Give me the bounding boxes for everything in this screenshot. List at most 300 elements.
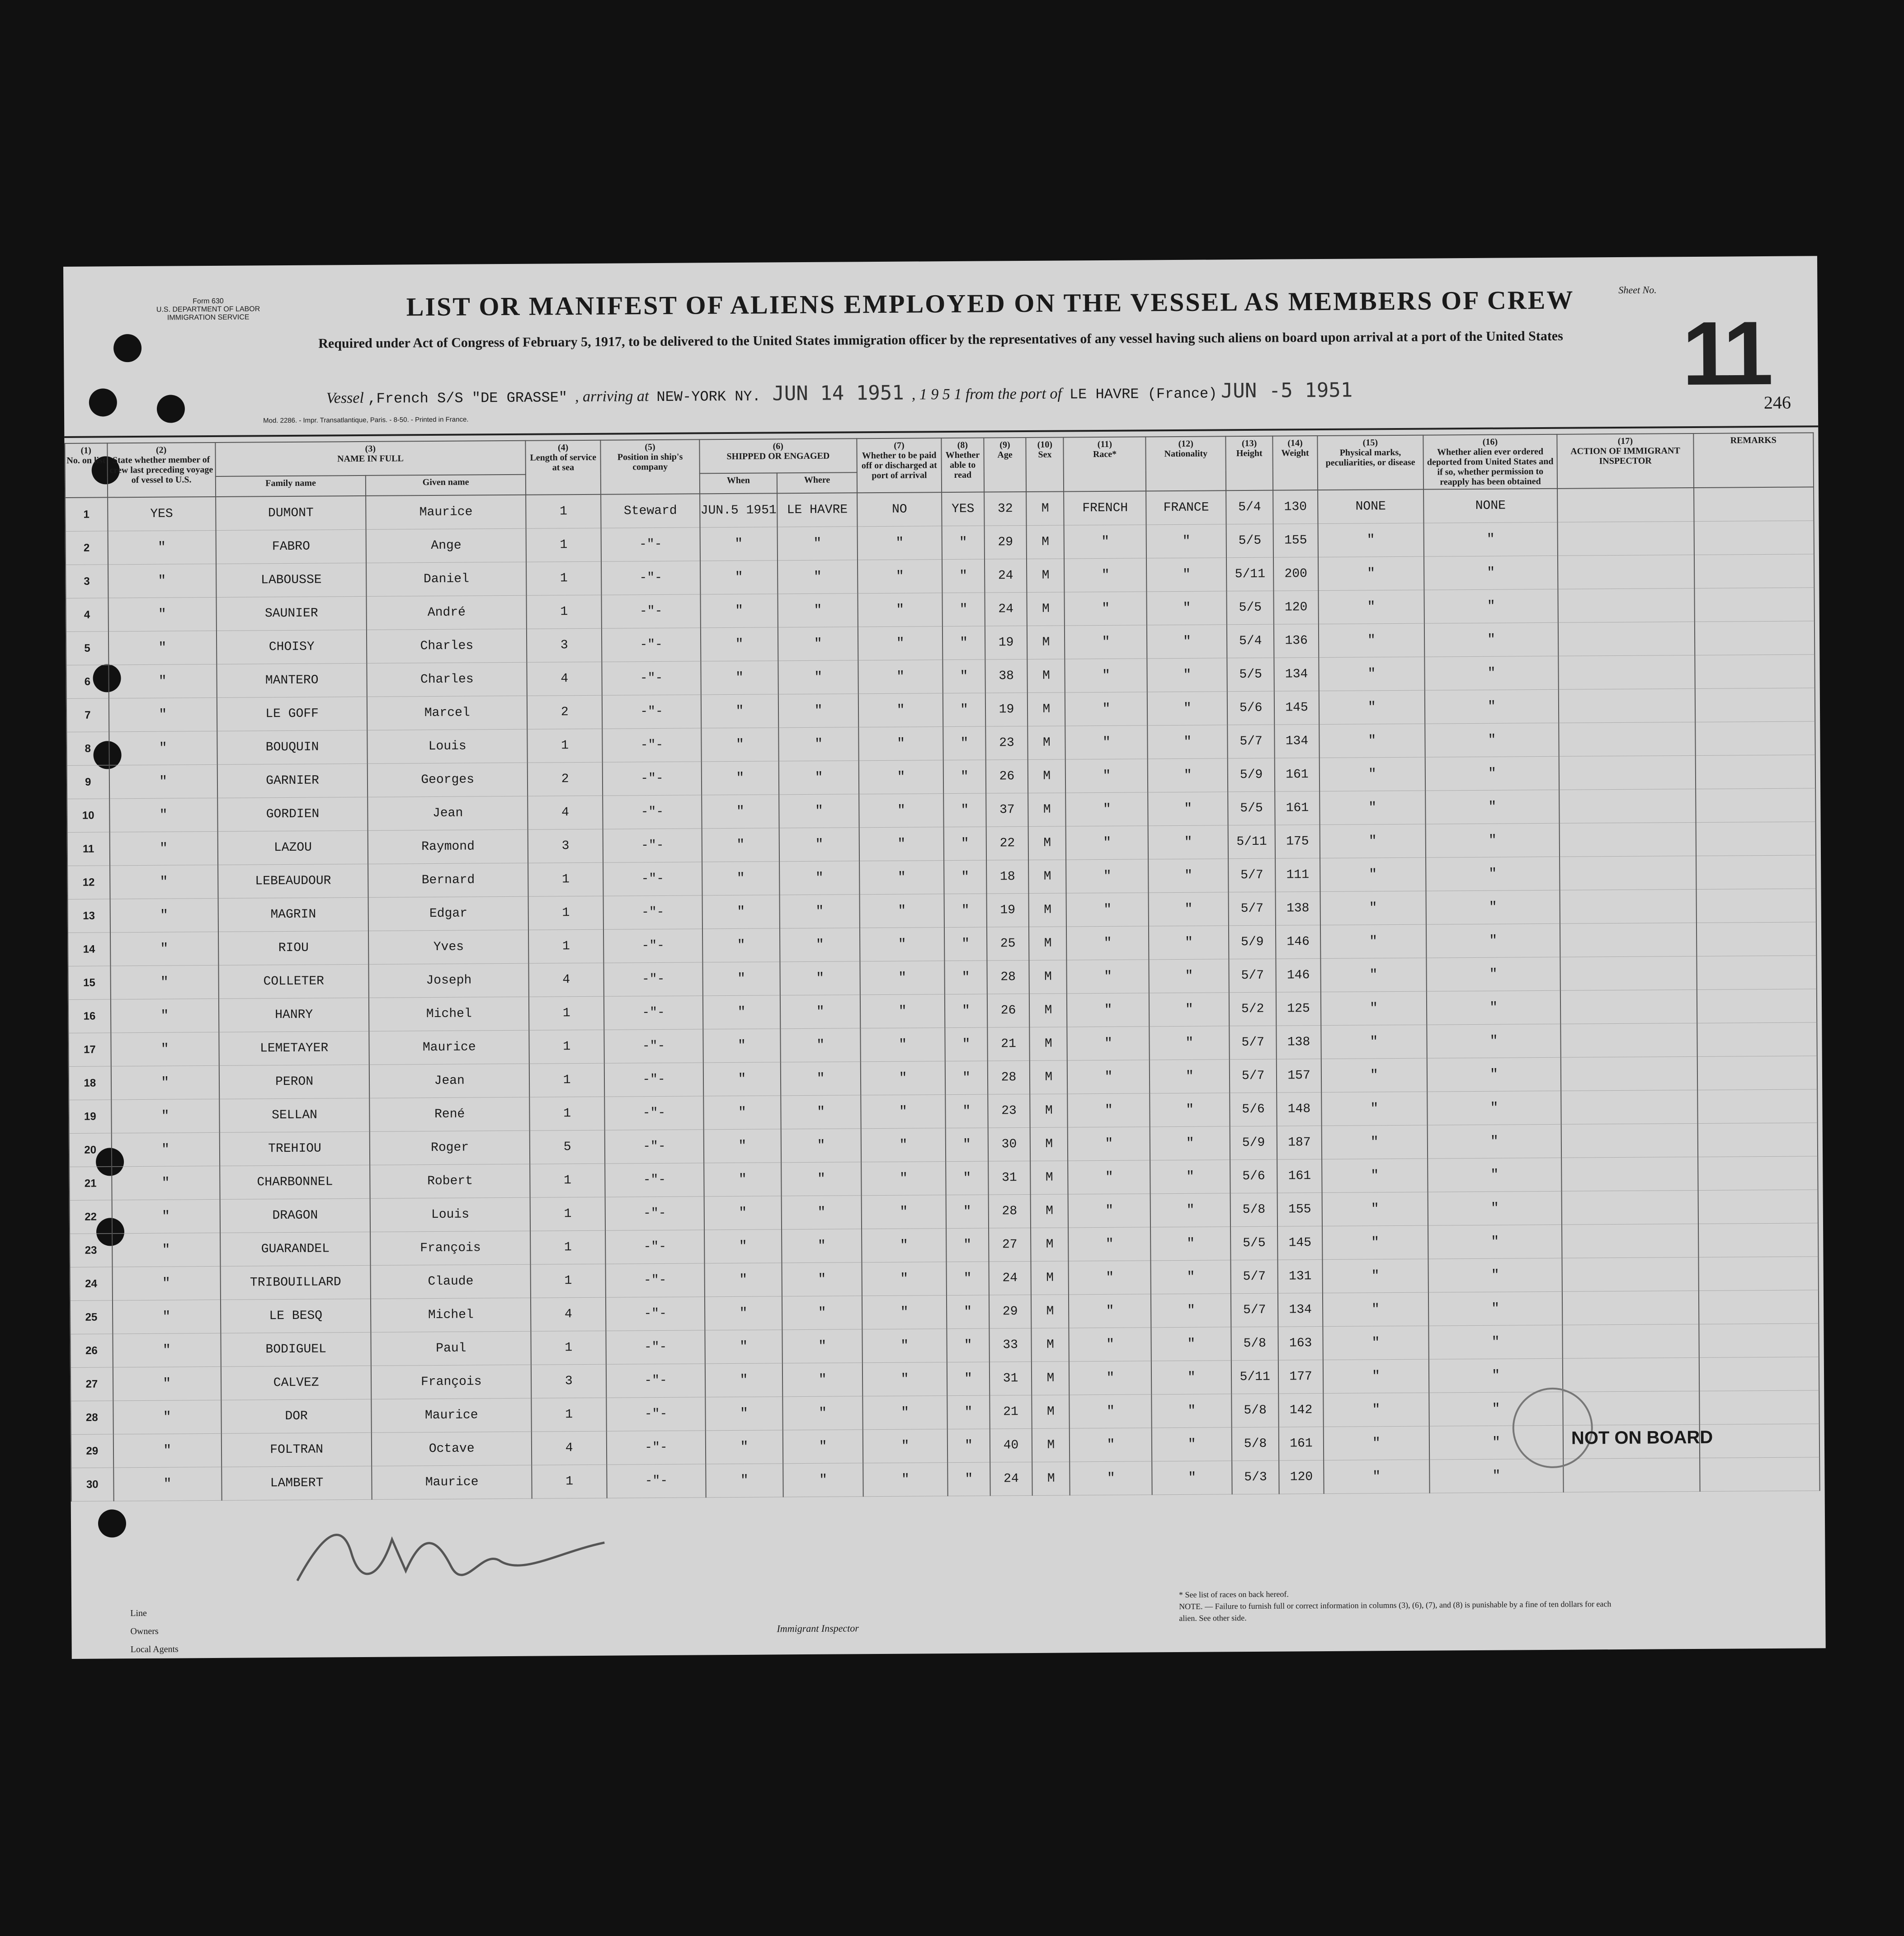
cell-no: 13 [68,899,110,933]
cell-race: " [1066,893,1149,927]
cell-action [1562,1224,1698,1258]
footnote-races: * See list of races on back hereof. [1178,1589,1289,1599]
cell-where: " [782,1363,862,1397]
legal-subtitle: Required under Act of Congress of February 5, 1917, to be delivered to the United States immigration officer by the representatives of any vessel having such aliens on board upon arrival at a port of the United States [318,328,1563,351]
cell-read: " [943,726,985,760]
cell-position: -"- [607,1431,706,1465]
col-header-inspector-action: (17) ACTION OF IMMIGRANT INSPECTOR [1557,433,1693,489]
cell-age: 28 [988,1194,1031,1228]
cell-deported: " [1425,723,1559,757]
cell-deported: " [1426,923,1560,958]
cell-position: -"- [605,1163,704,1197]
cell-nat: " [1147,625,1227,659]
cell-sex: M [1027,692,1065,726]
cell-nat: " [1147,658,1227,692]
cell-marks: " [1318,523,1423,557]
cell-marks: " [1319,724,1425,758]
service-name: IMMIGRATION SERVICE [167,313,250,322]
cell-weight: 161 [1279,1427,1324,1461]
cell-weight: 134 [1278,1293,1323,1327]
cell-age: 40 [990,1428,1032,1462]
cell-sex: M [1029,893,1067,927]
col-header-deported: (16) Whether alien ever ordered deported from United States and if so, whether permission to reapply has been obtained [1423,434,1557,490]
cell-prev: " [110,865,218,899]
cell-remarks [1696,822,1816,856]
cell-age: 23 [988,1094,1030,1128]
cell-prev: " [108,697,217,731]
cell-when: " [703,1029,781,1063]
cell-weight: 148 [1277,1093,1321,1126]
col-header-sex: (10) Sex [1026,437,1064,492]
cell-sex: M [1032,1328,1070,1362]
cell-prev: " [110,965,219,999]
local-agents-label: Local Agents [130,1644,179,1655]
cell-sex: M [1032,1428,1070,1462]
cell-when: " [704,1229,782,1263]
cell-weight: 142 [1278,1394,1323,1427]
cell-nat: " [1151,1294,1231,1328]
cell-weight: 134 [1274,658,1319,692]
cell-where: " [780,995,860,1029]
cell-where: " [782,1229,862,1263]
cell-deported: " [1428,1325,1563,1359]
cell-service: 1 [526,528,602,562]
cell-remarks [1695,655,1815,689]
cell-weight: 134 [1274,725,1319,758]
cell-when: " [705,1430,783,1464]
cell-service: 1 [526,561,602,595]
cell-weight: 146 [1276,925,1320,959]
cell-family: GARNIER [217,763,368,798]
cell-paid: " [860,961,945,995]
cell-action [1558,521,1694,556]
cell-weight: 161 [1275,791,1320,825]
cell-weight: 145 [1274,691,1319,725]
cell-given: Maurice [372,1465,532,1499]
cell-height: 5/8 [1231,1394,1278,1427]
cell-position: -"- [602,661,701,695]
col-header-position: (5) Position in ship's company [601,439,700,494]
cell-marks: " [1323,1359,1429,1393]
cell-prev: YES [108,497,216,531]
cell-nat: " [1151,1361,1231,1394]
cell-weight: 146 [1276,959,1321,993]
cell-action [1559,789,1696,823]
cell-no: 28 [71,1401,113,1435]
col-header-shipped: (6) SHIPPED OR ENGAGED [699,438,857,473]
cell-service: 4 [532,1431,607,1465]
cell-position: -"- [604,962,703,996]
cell-weight: 200 [1273,557,1318,591]
cell-position: -"- [603,829,702,862]
cell-action [1561,1157,1698,1191]
cell-where: " [778,660,858,694]
cell-no: 17 [68,1033,111,1067]
cell-family: FOLTRAN [221,1432,372,1467]
cell-when: " [702,895,780,929]
cell-given: François [371,1365,531,1399]
cell-read: " [945,994,987,1028]
cell-action [1560,856,1696,890]
cell-no: 3 [66,565,108,598]
cell-no: 1 [65,497,108,531]
cell-nat: " [1150,1126,1230,1160]
cell-service: 1 [528,929,604,963]
cell-position: -"- [601,561,700,595]
cell-weight: 138 [1276,892,1320,926]
cell-weight: 161 [1275,758,1320,792]
cell-read: " [947,1328,990,1362]
cell-sex: M [1027,525,1065,559]
cell-action [1561,1056,1697,1091]
cell-remarks [1698,1257,1819,1291]
cell-nat: " [1150,1060,1230,1093]
cell-when: " [700,527,778,561]
cell-given: Maurice [366,495,526,530]
cell-race: " [1068,1227,1150,1261]
cell-age: 31 [988,1161,1031,1195]
cell-action [1563,1458,1700,1492]
cell-where: " [779,861,859,895]
cell-action [1559,755,1696,790]
cell-read: " [944,894,987,928]
cell-family: FABRO [216,529,366,564]
manifest-sheet [63,256,1826,1659]
cell-family: CALVEZ [221,1366,372,1400]
cell-marks: " [1320,824,1425,858]
cell-family: GORDIEN [217,797,368,831]
document-title: LIST OR MANIFEST OF ALIENS EMPLOYED ON THE VESSEL AS MEMBERS OF CREW [406,285,1574,322]
cell-marks: " [1322,1159,1428,1192]
cell-given: Octave [372,1432,532,1466]
cell-marks: " [1320,791,1425,824]
cell-service: 4 [531,1297,606,1331]
cell-action [1559,688,1695,723]
cell-nat: " [1151,1260,1231,1294]
cell-height: 5/8 [1232,1427,1279,1461]
col-header-name: (3) NAME IN FULL [215,441,526,477]
cell-given: Jean [368,796,528,830]
cell-age: 26 [987,994,1030,1027]
cell-no: 30 [71,1468,113,1502]
cell-paid: " [862,1362,947,1396]
cell-action [1562,1257,1699,1291]
cell-service: 1 [526,495,601,529]
cell-service: 5 [530,1130,605,1164]
cell-nat: " [1148,758,1228,792]
cell-position: -"- [601,528,700,561]
cell-race: " [1069,1328,1151,1361]
cell-when: " [702,795,779,829]
cell-where: " [781,1162,861,1196]
cell-sex: M [1031,1194,1069,1228]
cell-deported: " [1429,1358,1563,1393]
cell-prev: " [109,798,218,832]
cell-paid: " [863,1429,948,1463]
cell-no: 23 [70,1234,112,1267]
cell-position: -"- [605,1130,704,1163]
cell-given: Ange [366,528,526,563]
cell-where: " [780,928,860,962]
col-header-age: (9) Age [984,438,1026,492]
cell-marks: " [1322,1192,1428,1226]
cell-deported: " [1429,1425,1564,1460]
cell-no: 25 [70,1300,113,1334]
cell-race: " [1065,592,1147,626]
cell-family: LEMETAYER [219,1031,369,1065]
cell-height: 5/3 [1232,1460,1279,1494]
cell-when: " [702,928,780,962]
cell-remarks [1699,1424,1819,1458]
cell-where: " [783,1463,863,1497]
cell-service: 1 [527,729,603,763]
cell-deported: " [1428,1258,1562,1292]
cell-sex: M [1031,1261,1069,1295]
cell-position: -"- [603,895,702,929]
cell-marks: " [1321,1025,1427,1059]
cell-where: " [781,1062,861,1096]
cell-read: " [942,559,985,593]
cell-sex: M [1030,1161,1068,1195]
cell-race: " [1065,625,1147,659]
cell-position: -"- [607,1464,706,1498]
cell-nat: " [1149,892,1229,926]
cell-prev: " [110,999,219,1032]
col-header-where: Where [777,473,857,494]
cell-when: " [701,661,778,695]
cell-where: " [782,1262,862,1296]
cell-position: -"- [603,728,702,762]
cell-action [1563,1357,1699,1392]
cell-sex: M [1027,559,1065,593]
cell-weight: 125 [1276,992,1321,1026]
cell-race: " [1067,1060,1150,1094]
cell-nat: " [1149,959,1229,993]
cell-action [1563,1324,1699,1358]
cell-prev: " [109,731,217,765]
cell-remarks [1697,1022,1817,1057]
cell-remarks [1694,487,1814,521]
cell-read: " [945,1027,987,1061]
cell-when: JUN.5 1951 [700,493,778,528]
cell-position: -"- [606,1364,705,1398]
cell-age: 24 [990,1462,1032,1496]
cell-marks: " [1324,1426,1429,1460]
cell-height: 5/9 [1229,925,1276,959]
cell-paid: " [861,1061,946,1095]
cell-sex: M [1032,1395,1070,1429]
cell-weight: 175 [1275,825,1320,859]
cell-marks: " [1319,690,1425,724]
cell-weight: 177 [1278,1360,1323,1394]
cell-marks: " [1320,958,1426,992]
cell-sex: M [1032,1462,1070,1496]
cell-family: COLLETER [218,964,369,999]
cell-sex: M [1028,826,1066,860]
cell-no: 16 [68,999,111,1033]
cell-action [1562,1291,1699,1325]
cell-given: Yves [368,930,528,964]
cell-race: " [1070,1461,1152,1495]
cell-no: 12 [67,866,110,900]
cell-height: 5/5 [1230,1226,1277,1260]
cell-no: 27 [71,1367,113,1401]
cell-where: " [783,1430,863,1464]
cell-height: 5/7 [1228,858,1275,892]
cell-weight: 163 [1278,1327,1323,1361]
cell-given: Marcel [367,696,527,730]
cell-deported: " [1423,522,1558,556]
cell-where: " [779,761,859,795]
cell-read: " [944,827,986,861]
cell-position: -"- [606,1297,705,1331]
cell-read: " [943,593,985,626]
cell-prev: " [110,898,218,932]
cell-age: 33 [989,1328,1032,1362]
cell-height: 5/7 [1229,959,1276,993]
cell-deported: " [1425,823,1560,857]
cell-action [1558,588,1695,622]
cell-height: 5/8 [1230,1193,1277,1227]
cell-service: 1 [531,1398,607,1432]
cell-when: " [700,561,778,594]
cell-where: " [779,828,859,862]
cell-no: 11 [67,832,110,866]
cell-height: 5/7 [1231,1293,1278,1327]
cell-when: " [704,1163,782,1196]
cell-read: " [945,1094,988,1128]
cell-marks: " [1322,1225,1428,1259]
cell-no: 29 [71,1434,113,1468]
cell-prev: " [109,764,217,798]
col-header-weight: (14) Weight [1272,436,1317,490]
cell-no: 2 [66,531,108,565]
cell-read: " [946,1128,988,1162]
cell-where: " [782,1329,862,1363]
cell-given: André [367,595,527,630]
cell-where: " [780,895,860,928]
cell-action [1560,956,1697,990]
cell-where: " [778,694,858,728]
cell-paid: " [859,827,944,861]
cell-height: 5/7 [1229,892,1276,926]
cell-family: LE BESQ [221,1299,371,1333]
cell-nat: " [1152,1461,1232,1495]
cell-when: " [702,828,779,862]
cell-race: FRENCH [1064,491,1146,525]
cell-given: Jean [369,1064,529,1098]
cell-no: 20 [69,1133,112,1167]
cell-when: " [706,1464,783,1498]
cell-marks: " [1318,556,1424,590]
cell-service: 1 [530,1264,606,1298]
cell-nat: " [1150,1026,1230,1060]
cell-family: MAGRIN [218,897,368,932]
cell-given: Charles [367,662,527,697]
cell-read: " [944,860,986,894]
cell-given: Daniel [366,562,526,596]
cell-position: -"- [602,628,701,662]
cell-when: " [703,995,781,1029]
cell-paid: " [859,794,944,828]
cell-where: LE HAVRE [777,493,857,527]
col-header-height: (13) Height [1226,436,1273,491]
cell-where: " [778,627,858,661]
cell-age: 30 [988,1127,1030,1161]
cell-position: -"- [602,695,701,729]
cell-paid: " [860,928,945,961]
cell-age: 24 [985,559,1027,593]
cell-read: " [946,1195,989,1229]
cell-remarks [1699,1324,1819,1358]
cell-marks: " [1319,623,1424,657]
cell-given: Michel [369,997,529,1031]
col-header-when: When [699,473,777,494]
cell-remarks [1695,621,1815,655]
cell-remarks [1696,855,1816,890]
col-header-service: (4) Length of service at sea [525,440,601,495]
cell-marks: " [1322,1259,1428,1293]
col-header-no: (1) No. on list [65,443,107,498]
cell-position: -"- [606,1330,705,1364]
cell-no: 21 [69,1167,112,1201]
cell-sex: M [1028,793,1066,827]
cell-weight: 155 [1273,524,1318,558]
cell-nat: " [1148,792,1228,826]
cell-action [1560,822,1696,857]
cell-given: Paul [371,1331,531,1366]
cell-prev: " [111,1065,219,1099]
cell-read: " [946,1161,988,1195]
cell-sex: M [1028,860,1066,894]
cell-when: " [702,962,780,996]
cell-race: " [1066,926,1149,960]
cell-when: " [703,1096,781,1130]
cell-where: " [778,527,858,561]
cell-race: " [1067,993,1149,1027]
cell-paid: " [861,1162,946,1196]
cell-sex: M [1029,960,1067,994]
cell-weight: 138 [1276,1026,1321,1060]
cell-no: 19 [69,1100,111,1134]
cell-when: " [702,862,780,895]
cell-deported: " [1425,756,1560,791]
cell-race: " [1066,792,1148,826]
cell-paid: " [860,994,945,1028]
cell-deported: " [1428,1124,1562,1159]
cell-remarks [1699,1390,1819,1425]
cell-age: 25 [987,927,1029,961]
cell-remarks [1696,788,1816,823]
cell-when: " [705,1330,782,1364]
cell-nat: FRANCE [1146,490,1226,525]
cell-where: " [781,1129,861,1163]
cell-family: TRIBOUILLARD [220,1265,371,1300]
cell-paid: " [859,760,944,794]
col-header-previous-voyage: (2) State whether member of crew last preceding voyage of vessel to U.S. [107,443,216,497]
cell-remarks [1697,956,1817,990]
cell-where: " [778,594,858,627]
col-header-paid-off: (7) Whether to be paid off or discharged at port of arrival [857,438,942,493]
arrival-date-stamp: JUN 14 1951 [772,381,904,405]
cell-family: SAUNIER [216,596,367,631]
cell-given: Robert [370,1164,530,1198]
cell-no: 5 [66,631,108,665]
cell-deported: " [1428,1225,1562,1259]
cell-deported: " [1424,589,1558,623]
cell-family: LEBEAUDOUR [218,864,368,898]
cell-position: -"- [603,929,702,963]
